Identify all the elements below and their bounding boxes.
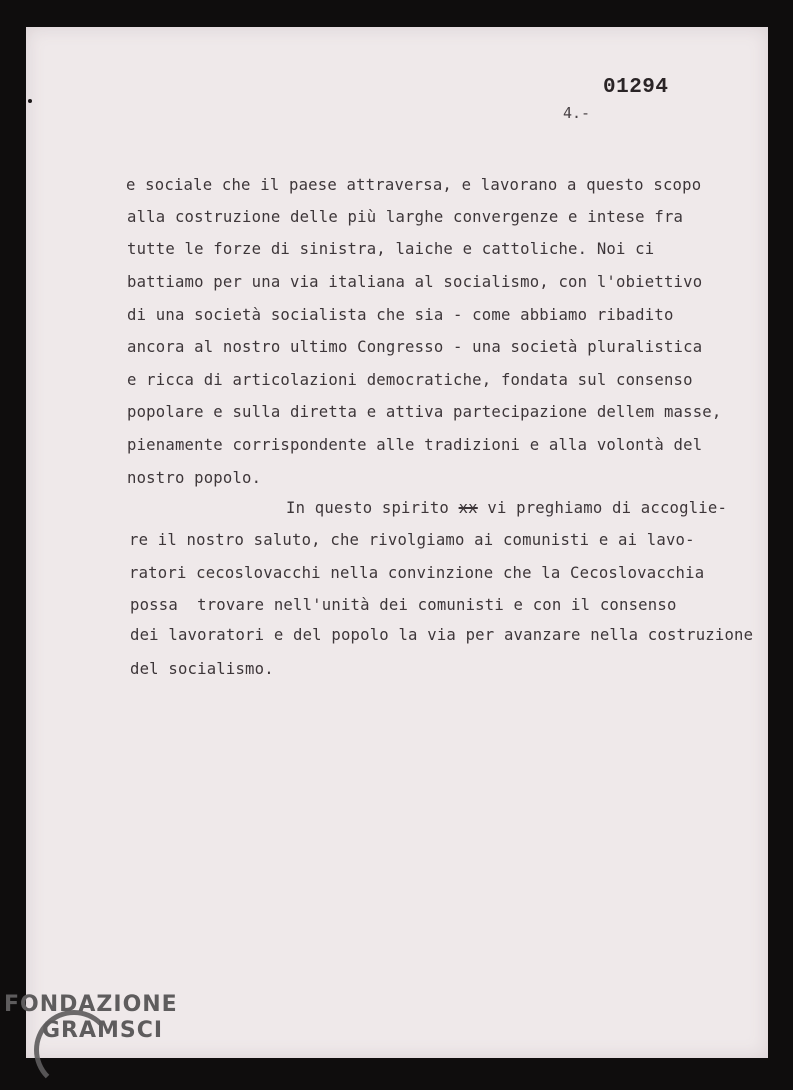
text-segment: vi preghiamo di accoglie-	[477, 499, 728, 517]
text-line: re il nostro saluto, che rivolgiamo ai comunisti e ai lavo-	[129, 531, 695, 549]
text-line: dei lavoratori e del popolo la via per avanzare nella costruzione	[130, 626, 754, 644]
text-line: nostro popolo.	[127, 469, 262, 487]
page-number: 4.-	[563, 104, 591, 122]
text-line: pienamente corrispondente alle tradizioni e alla volontà del	[127, 436, 703, 454]
text-line: possa trovare nell'unità dei comunisti e con il consenso	[130, 596, 677, 614]
text-line: popolare e sulla diretta e attiva partecipazione dellem masse,	[127, 403, 722, 421]
text-segment: In questo spirito	[286, 499, 459, 517]
text-line: e ricca di articolazioni democratiche, fondata sul consenso	[127, 371, 693, 389]
text-line: del socialismo.	[130, 660, 274, 678]
text-line: ancora al nostro ultimo Congresso - una società pluralistica	[127, 338, 703, 356]
watermark-line-1: FONDAZIONE	[4, 992, 178, 1017]
text-line-indented	[286, 499, 727, 517]
watermark-line-2: GRAMSCI	[42, 1018, 164, 1043]
struck-out-text: xx	[458, 499, 478, 517]
text-line: tutte le forze di sinistra, laiche e cattoliche. Noi ci	[127, 240, 655, 258]
text-line: alla costruzione delle più larghe convergenze e intese fra	[127, 208, 684, 226]
text-line: e sociale che il paese attraversa, e lavorano a questo scopo	[126, 176, 702, 194]
archive-number: 01294	[603, 76, 669, 99]
text-line: battiamo per una via italiana al socialismo, con l'obiettivo	[127, 273, 703, 291]
text-line: ratori cecoslovacchi nella convinzione che la Cecoslovacchia	[129, 564, 705, 582]
text-line: di una società socialista che sia - come abbiamo ribadito	[127, 306, 674, 324]
fondazione-gramsci-watermark	[4, 992, 178, 1043]
